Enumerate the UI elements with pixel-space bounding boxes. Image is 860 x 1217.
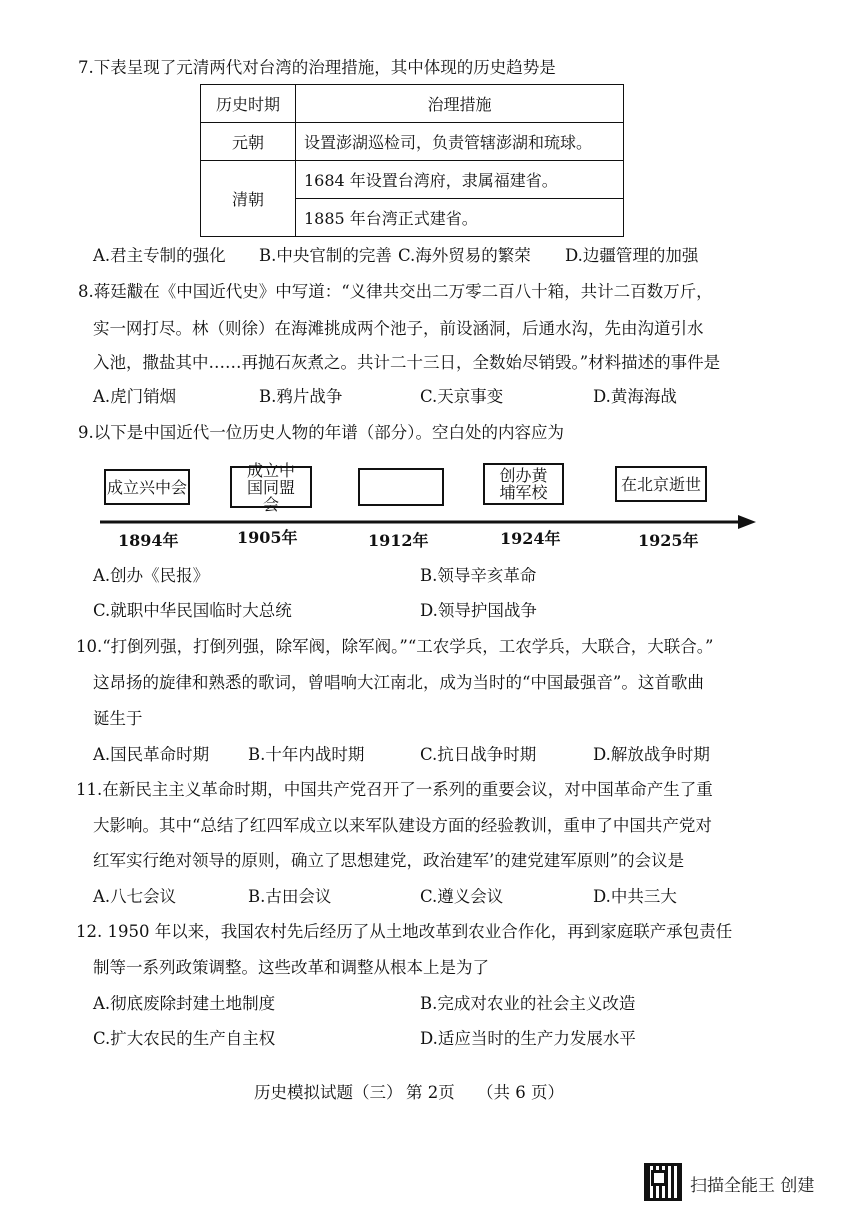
q8-line-3: 入池，撒盐其中……再抛石灰煮之。共计二十三日，全数始尽销毁。”材料描述的事件是 bbox=[93, 353, 721, 372]
q10-option-b: B.十年内战时期 bbox=[248, 745, 365, 764]
scanner-brand: 扫描全能王 创建 bbox=[690, 1176, 815, 1196]
q8-option-a: A.虎门销烟 bbox=[93, 387, 177, 406]
q7-table bbox=[200, 84, 624, 237]
table-row bbox=[201, 123, 624, 161]
timeline-event-1925: 在北京逝世 bbox=[615, 466, 707, 502]
timeline-year-1924: 1924年 bbox=[500, 529, 561, 548]
timeline-arrow-icon bbox=[738, 515, 756, 529]
q11-option-b: B.古田会议 bbox=[248, 887, 332, 906]
q8-line-1: 8.蒋廷黻在《中国近代史》中写道：“义律共交出二万零二百八十箱，共计二百数万斤， bbox=[78, 282, 713, 301]
q11-line-1: 11.在新民主主义革命时期，中国共产党召开了一系列的重要会议，对中国革命产生了重 bbox=[76, 780, 713, 799]
qr-code-icon bbox=[644, 1163, 682, 1201]
q9-option-d: D.领导护国战争 bbox=[420, 601, 537, 620]
timeline-event-1894: 成立兴中会 bbox=[104, 469, 190, 505]
footer-page: 第 2页 bbox=[406, 1083, 455, 1102]
q9-option-c: C.就职中华民国临时大总统 bbox=[93, 601, 292, 620]
q12-option-b: B.完成对农业的社会主义改造 bbox=[420, 994, 636, 1013]
q8-option-c: C.天京事变 bbox=[420, 387, 504, 406]
footer-title: 历史模拟试题（三） bbox=[254, 1083, 403, 1102]
timeline-year-1912: 1912年 bbox=[368, 531, 429, 550]
table-header-measures: 治理措施 bbox=[296, 85, 624, 123]
table-cell-measure: 1885 年台湾正式建省。 bbox=[296, 199, 624, 237]
q12-option-d: D.适应当时的生产力发展水平 bbox=[420, 1029, 636, 1048]
q9-stem: 9.以下是中国近代一位历史人物的年谱（部分）。空白处的内容应为 bbox=[78, 423, 564, 442]
q12-option-c: C.扩大农民的生产自主权 bbox=[93, 1029, 276, 1048]
q7-option-a: A.君主专制的强化 bbox=[93, 246, 226, 265]
table-cell-period: 清朝 bbox=[201, 161, 296, 237]
q10-option-c: C.抗日战争时期 bbox=[420, 745, 537, 764]
q11-option-a: A.八七会议 bbox=[93, 887, 177, 906]
q7-option-c: C.海外贸易的繁荣 bbox=[398, 246, 531, 265]
timeline-event-1924: 创办黄埔军校 bbox=[483, 463, 564, 505]
q11-line-2: 大影响。其中“总结了红四军成立以来军队建设方面的经验教训，重申了中国共产党对 bbox=[93, 816, 712, 835]
q10-line-1: 10.“打倒列强，打倒列强，除军阀，除军阀。”“工农学兵，工农学兵，大联合，大联合。” bbox=[76, 637, 714, 656]
table-header-row bbox=[201, 85, 624, 123]
timeline-event-1905: 成立中国同盟会 bbox=[230, 466, 312, 508]
table-cell-measure: 1684 年设置台湾府，隶属福建省。 bbox=[296, 161, 624, 199]
q10-line-2: 这昂扬的旋律和熟悉的歌词，曾唱响大江南北，成为当时的“中国最强音”。这首歌曲 bbox=[93, 673, 704, 692]
table-cell-measure: 设置澎湖巡检司，负责管辖澎湖和琉球。 bbox=[296, 123, 624, 161]
footer-total: （共 6 页） bbox=[477, 1083, 564, 1102]
q9-option-b: B.领导辛亥革命 bbox=[420, 566, 537, 585]
table-row bbox=[201, 161, 624, 199]
q9-option-a: A.创办《民报》 bbox=[93, 566, 210, 585]
q11-line-3: 红军实行绝对领导的原则，确立了思想建党，政治建军’的建党建军原则”的会议是 bbox=[93, 851, 685, 870]
q7-option-b: B.中央官制的完善 bbox=[259, 246, 392, 265]
q12-line-1: 12. 1950 年以来，我国农村先后经历了从土地改革到农业合作化，再到家庭联产承包责任 bbox=[76, 922, 733, 941]
q8-option-b: B.鸦片战争 bbox=[259, 387, 343, 406]
q11-option-d: D.中共三大 bbox=[593, 887, 677, 906]
table-cell-period: 元朝 bbox=[201, 123, 296, 161]
q11-option-c: C.遵义会议 bbox=[420, 887, 504, 906]
q10-line-3: 诞生于 bbox=[93, 709, 143, 728]
q12-option-a: A.彻底废除封建土地制度 bbox=[93, 994, 276, 1013]
q8-line-2: 实一网打尽。林（则徐）在海滩挑成两个池子，前设涵洞，后通水沟，先由沟道引水 bbox=[93, 319, 704, 338]
timeline-event-blank bbox=[358, 468, 444, 506]
q8-option-d: D.黄海海战 bbox=[593, 387, 677, 406]
q7-option-d: D.边疆管理的加强 bbox=[565, 246, 699, 265]
table-header-period: 历史时期 bbox=[201, 85, 296, 123]
q10-option-d: D.解放战争时期 bbox=[593, 745, 710, 764]
q12-line-2: 制等一系列政策调整。这些改革和调整从根本上是为了 bbox=[93, 958, 489, 977]
timeline-year-1925: 1925年 bbox=[638, 531, 699, 550]
q10-option-a: A.国民革命时期 bbox=[93, 745, 210, 764]
q7-stem: 7.下表呈现了元清两代对台湾的治理措施，其中体现的历史趋势是 bbox=[78, 58, 556, 77]
timeline-year-1905: 1905年 bbox=[237, 528, 298, 547]
timeline-year-1894: 1894年 bbox=[118, 531, 179, 550]
